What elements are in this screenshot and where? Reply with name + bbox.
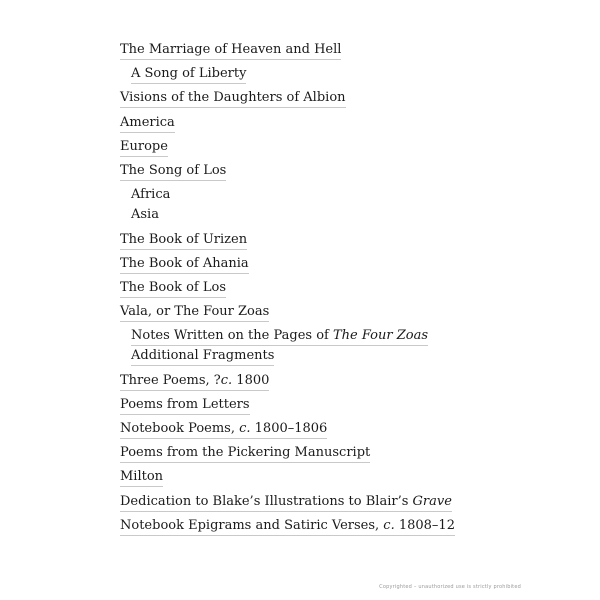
toc-entry-notebook-poems[interactable]	[120, 420, 327, 439]
toc-entry-text: Three Poems, ?	[120, 373, 221, 388]
toc-entry-asia[interactable]: Asia	[131, 207, 159, 222]
toc-entry-text-suffix: 1800	[232, 373, 270, 388]
toc-entry-book-of-ahania[interactable]: The Book of Ahania	[120, 255, 249, 274]
toc-entry-europe[interactable]: Europe	[120, 138, 168, 157]
toc-entry-additional-fragments[interactable]: Additional Fragments	[131, 347, 274, 366]
toc-entry-pickering-manuscript[interactable]: Poems from the Pickering Manuscript	[120, 444, 370, 463]
toc-entry-text: Dedication to Blake’s Illustrations to Blair’s	[120, 494, 413, 509]
toc-entry-text-suffix: 1800–1806	[250, 421, 328, 436]
toc-entry-america[interactable]: America	[120, 114, 175, 133]
copyright-footer-note: Copyrighted – unauthorized use is strictly prohibited	[379, 584, 521, 590]
toc-entry-text: Notes Written on the Pages of	[131, 328, 333, 343]
toc-entry-italic-title: Grave	[412, 494, 452, 509]
toc-entry-text: Notebook Poems,	[120, 421, 240, 436]
toc-entry-three-poems[interactable]	[120, 372, 269, 391]
toc-entry-book-of-urizen[interactable]: The Book of Urizen	[120, 231, 247, 250]
toc-entry-book-of-los[interactable]: The Book of Los	[120, 279, 226, 298]
toc-entry-song-of-liberty[interactable]: A Song of Liberty	[131, 65, 246, 84]
toc-entry-poems-from-letters[interactable]: Poems from Letters	[120, 396, 250, 415]
toc-entry-notes-four-zoas[interactable]	[131, 327, 428, 346]
toc-entry-africa[interactable]: Africa	[131, 187, 171, 202]
toc-entry-visions-daughters-albion[interactable]: Visions of the Daughters of Albion	[120, 89, 346, 108]
toc-entry-italic-circa: c.	[220, 373, 233, 388]
toc-entry-marriage-of-heaven-and-hell[interactable]: The Marriage of Heaven and Hell	[120, 41, 341, 60]
toc-entry-vala-four-zoas[interactable]: Vala, or The Four Zoas	[120, 303, 269, 322]
toc-entry-text: Notebook Epigrams and Satiric Verses,	[120, 518, 384, 533]
toc-entry-italic-circa: c.	[383, 518, 395, 533]
toc-entry-text-suffix: 1808–12	[394, 518, 455, 533]
toc-entry-dedication-blair-grave[interactable]	[120, 493, 452, 512]
toc-entry-notebook-epigrams[interactable]	[120, 517, 455, 536]
toc-entry-italic-title: The Four Zoas	[332, 328, 428, 343]
toc-entry-milton[interactable]: Milton	[120, 468, 163, 487]
toc-entry-song-of-los[interactable]: The Song of Los	[120, 162, 226, 181]
toc-entry-italic-circa: c.	[239, 421, 251, 436]
